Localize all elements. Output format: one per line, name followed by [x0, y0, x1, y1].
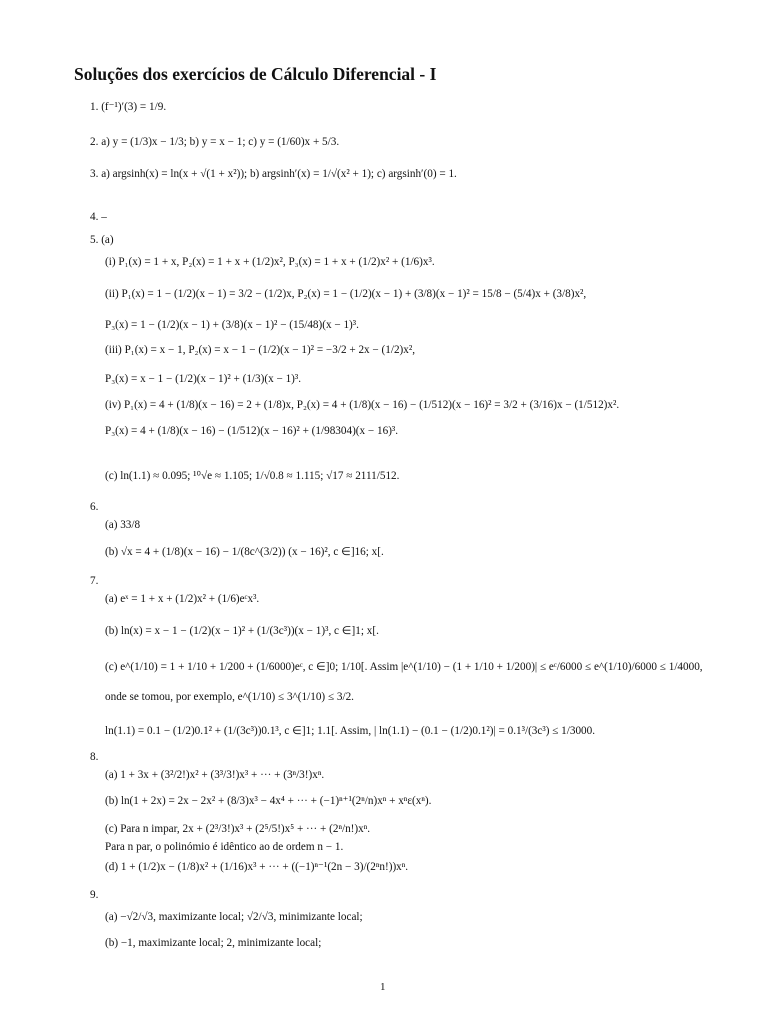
solution-8-a: (a) 1 + 3x + (3²/2!)x² + (3³/3!)x³ + ··· + (3ⁿ/3!)xⁿ. — [105, 769, 325, 781]
solution-5-ii-p3: P₃(x) = 1 − (1/2)(x − 1) + (3/8)(x − 1)² − (15/48)(x − 1)³. — [105, 319, 359, 331]
solution-7-c-ln: ln(1.1) = 0.1 − (1/2)0.1² + (1/(3c³))0.1³, c ∈]1; 1.1[. Assim, | ln(1.1) − (0.1 − (1/2)0.1²)| = 0.1³/(3c³) ≤ 1/3000. — [105, 725, 596, 737]
solution-5-c: (c) ln(1.1) ≈ 0.095; ¹⁰√e ≈ 1.105; 1/√0.8 ≈ 1.115; √17 ≈ 2111/512. — [105, 470, 400, 482]
solution-4: 4. – — [90, 211, 107, 223]
solution-1: 1. (f⁻¹)′(3) = 1/9. — [90, 101, 167, 113]
solution-7-b: (b) ln(x) = x − 1 − (1/2)(x − 1)² + (1/(3c³))(x − 1)³, c ∈]1; x[. — [105, 625, 379, 637]
solution-5: 5. (a) — [90, 234, 114, 246]
solution-8: 8. — [90, 751, 99, 763]
solution-7-c-note: onde se tomou, por exemplo, e^(1/10) ≤ 3^(1/10) ≤ 3/2. — [105, 691, 354, 703]
solution-7-c: (c) e^(1/10) = 1 + 1/10 + 1/200 + (1/6000)eᶜ, c ∈]0; 1/10[. Assim |e^(1/10) − (1 + 1/10 + 1/200)| ≤ eᶜ/6000 ≤ e^(1/10)/6000 ≤ 1/4000, — [105, 661, 703, 673]
solution-7: 7. — [90, 575, 99, 587]
solution-5-iv-p3: P₃(x) = 4 + (1/8)(x − 16) − (1/512)(x − 16)² + (1/98304)(x − 16)³. — [105, 425, 399, 437]
page-title: Soluções dos exercícios de Cálculo Diferencial - I — [74, 64, 437, 84]
solution-5-iv: (iv) P₁(x) = 4 + (1/8)(x − 16) = 2 + (1/8)x, P₂(x) = 4 + (1/8)(x − 16) − (1/512)(x − 16)² = 3/2 + (3/16)x − (1/512)x². — [105, 399, 620, 411]
solution-6: 6. — [90, 501, 99, 513]
solution-9-b: (b) −1, maximizante local; 2, minimizante local; — [105, 937, 322, 949]
solution-9-a: (a) −√2/√3, maximizante local; √2/√3, minimizante local; — [105, 911, 363, 923]
solution-9: 9. — [90, 889, 99, 901]
solution-6-b: (b) √x = 4 + (1/8)(x − 16) − 1/(8c^(3/2)) (x − 16)², c ∈]16; x[. — [105, 546, 384, 558]
page-number: 1 — [380, 981, 386, 993]
solution-5-iii-p3: P₃(x) = x − 1 − (1/2)(x − 1)² + (1/3)(x − 1)³. — [105, 373, 302, 385]
solution-8-d: (d) 1 + (1/2)x − (1/8)x² + (1/16)x³ + ··· + ((−1)ⁿ⁻¹(2n − 3)/(2ⁿn!))xⁿ. — [105, 861, 409, 873]
solution-8-c: (c) Para n impar, 2x + (2³/3!)x³ + (2⁵/5!)x⁵ + ··· + (2ⁿ/n!)xⁿ. — [105, 823, 371, 835]
solution-5-iii: (iii) P₁(x) = x − 1, P₂(x) = x − 1 − (1/2)(x − 1)² = −3/2 + 2x − (1/2)x², — [105, 344, 416, 356]
solution-7-a: (a) eˣ = 1 + x + (1/2)x² + (1/6)eᶜx³. — [105, 593, 260, 605]
solution-5-i: (i) P₁(x) = 1 + x, P₂(x) = 1 + x + (1/2)x², P₃(x) = 1 + x + (1/2)x² + (1/6)x³. — [105, 256, 435, 268]
solution-6-a: (a) 33/8 — [105, 519, 141, 531]
solution-8-c-note: Para n par, o polinómio é idêntico ao de ordem n − 1. — [105, 841, 344, 853]
solution-3: 3. a) argsinh(x) = ln(x + √(1 + x²)); b) argsinh′(x) = 1/√(x² + 1); c) argsinh′(0) = 1. — [90, 168, 457, 180]
solution-2: 2. a) y = (1/3)x − 1/3; b) y = x − 1; c) y = (1/60)x + 5/3. — [90, 136, 340, 148]
solution-5-ii: (ii) P₁(x) = 1 − (1/2)(x − 1) = 3/2 − (1/2)x, P₂(x) = 1 − (1/2)(x − 1) + (3/8)(x − 1)² = 15/8 − (5/4)x + (3/8)x², — [105, 288, 587, 300]
solution-8-b: (b) ln(1 + 2x) = 2x − 2x² + (8/3)x³ − 4x⁴ + ··· + (−1)ⁿ⁺¹(2ⁿ/n)xⁿ + xⁿε(xⁿ). — [105, 795, 432, 807]
